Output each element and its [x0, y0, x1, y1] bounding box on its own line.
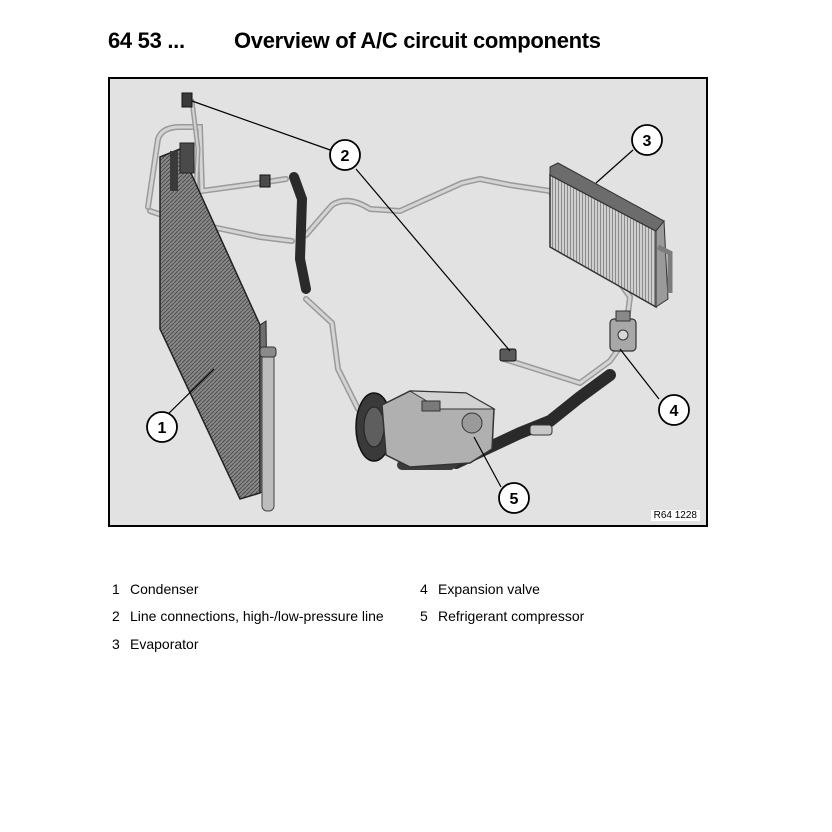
ac-circuit-illustration [108, 77, 708, 527]
legend-item [112, 581, 199, 597]
callout-3-label: 3 [642, 133, 652, 150]
leader-line-2a [192, 101, 333, 151]
callout-1-label: 1 [157, 420, 167, 437]
callout-4 [659, 395, 689, 425]
legend-item-number: 3 [112, 636, 120, 652]
legend-item-label: Line connections, high-/low-pressure line [130, 608, 384, 624]
leader-line-3 [596, 150, 633, 183]
callout-2-label: 2 [340, 148, 350, 165]
callout-2 [330, 140, 360, 170]
refrigerant-compressor [356, 391, 494, 467]
callout-5 [499, 483, 529, 513]
callout-4-label: 4 [669, 403, 679, 420]
figure-reference: R64 1228 [651, 510, 700, 521]
ac-circuit-drawing [110, 79, 706, 525]
legend-item-label: Refrigerant compressor [438, 608, 585, 624]
callout-1 [147, 412, 177, 442]
legend-item [112, 608, 384, 624]
legend-item-number: 2 [112, 608, 120, 624]
legend-item [112, 636, 198, 652]
legend-item [420, 581, 540, 597]
legend-item-number: 4 [420, 581, 428, 597]
legend-item-label: Condenser [130, 581, 199, 597]
legend-item-label: Evaporator [130, 636, 199, 652]
legend-item-number: 5 [420, 608, 428, 624]
condenser [157, 143, 276, 511]
legend-item [420, 608, 584, 624]
page-title: Overview of A/C circuit components [234, 28, 601, 53]
callout-3 [632, 125, 662, 155]
legend-item-label: Expansion valve [438, 581, 540, 597]
legend-item-number: 1 [112, 581, 120, 597]
evaporator [550, 163, 670, 307]
section-code: 64 53 ... [108, 28, 185, 53]
leader-line-4 [620, 349, 659, 399]
expansion-valve [610, 311, 636, 351]
callout-5-label: 5 [509, 491, 519, 508]
